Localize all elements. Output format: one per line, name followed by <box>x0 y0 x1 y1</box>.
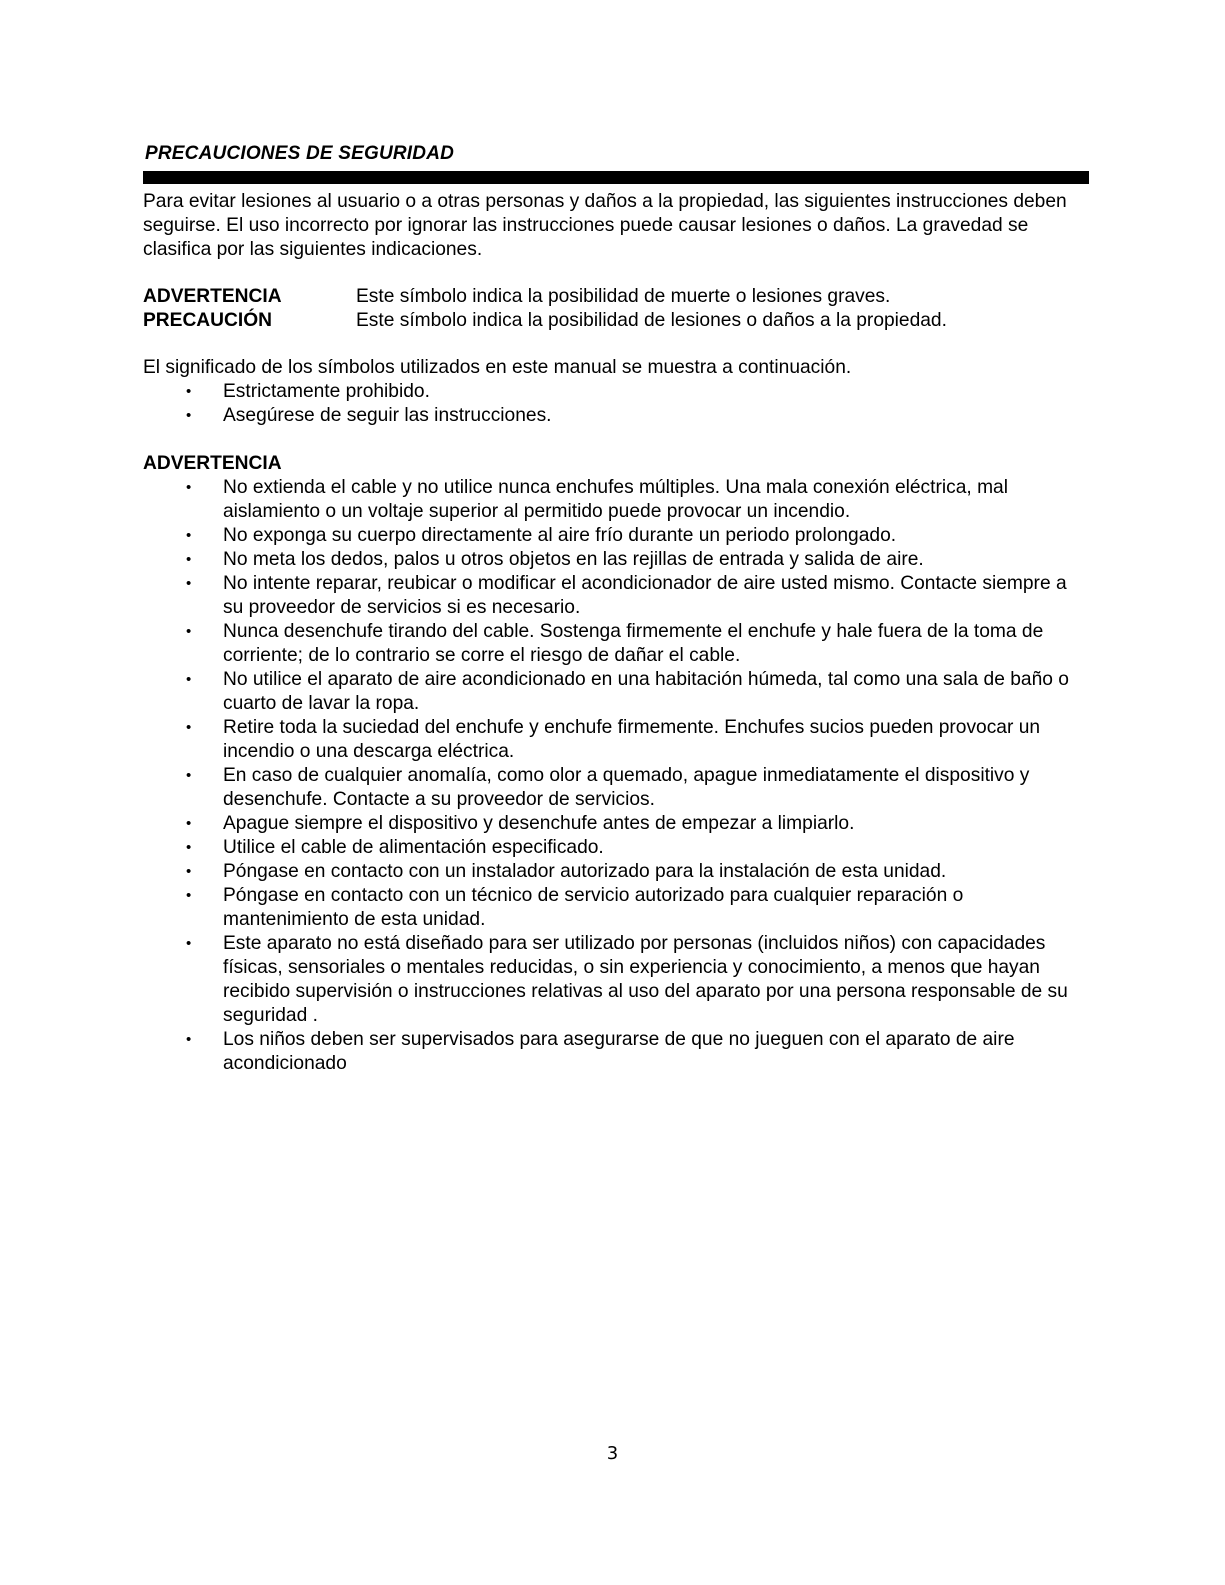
list-item <box>143 476 1073 524</box>
symbols-intro: El significado de los símbolos utilizados en este manual se muestra a continuación. <box>143 357 852 378</box>
list-item-text: En caso de cualquier anomalía, como olor a quemado, apague inmediatamente el dispositivo y desenchufe. Contacte a su proveedor de servicios. <box>223 765 1030 810</box>
bullet-icon: • <box>186 527 192 544</box>
list-item <box>143 812 1073 836</box>
bullet-icon: • <box>186 887 192 904</box>
list-item <box>143 620 1073 668</box>
warning-list <box>143 476 1073 1076</box>
list-item-text: Asegúrese de seguir las instrucciones. <box>223 405 552 426</box>
bullet-icon: • <box>186 383 192 400</box>
severity-term: ADVERTENCIA <box>143 286 282 307</box>
severity-levels <box>143 285 1073 333</box>
list-item <box>143 548 1073 572</box>
list-item-text: No extienda el cable y no utilice nunca enchufes múltiples. Una mala conexión eléctrica, mal aislamiento o un voltaje superior al permitido puede provocar un incendio. <box>223 477 1008 522</box>
severity-level-warning <box>143 285 1073 309</box>
intro-paragraph: Para evitar lesiones al usuario o a otras personas y daños a la propiedad, las siguientes instrucciones deben seguirse. El uso incorrecto por ignorar las instrucciones puede causar lesiones o daños. La gravedad se clasifica por las siguientes indicaciones. <box>143 191 1067 260</box>
severity-term: PRECAUCIÓN <box>143 310 272 331</box>
list-item <box>143 764 1073 812</box>
list-item <box>143 668 1073 716</box>
severity-description: Este símbolo indica la posibilidad de lesiones o daños a la propiedad. <box>356 310 947 331</box>
list-item-text: Nunca desenchufe tirando del cable. Sostenga firmemente el enchufe y hale fuera de la toma de corriente; de lo contrario se corre el riesgo de dañar el cable. <box>223 621 1044 666</box>
title-rule <box>143 171 1089 184</box>
list-item <box>143 836 1073 860</box>
list-item <box>143 884 1073 932</box>
list-item <box>143 860 1073 884</box>
document-body <box>143 190 1073 1076</box>
bullet-icon: • <box>186 671 192 688</box>
bullet-icon: • <box>186 815 192 832</box>
list-item-text: Póngase en contacto con un técnico de servicio autorizado para cualquier reparación o mantenimiento de esta unidad. <box>223 885 964 930</box>
warning-heading: ADVERTENCIA <box>143 453 282 474</box>
symbols-list <box>143 380 1073 428</box>
severity-level-caution <box>143 309 1073 333</box>
list-item-text: No utilice el aparato de aire acondicionado en una habitación húmeda, tal como una sala de baño o cuarto de lavar la ropa. <box>223 669 1069 714</box>
bullet-icon: • <box>186 479 192 496</box>
list-item <box>143 1028 1073 1076</box>
section-title: PRECAUCIONES DE SEGURIDAD <box>145 143 455 164</box>
bullet-icon: • <box>186 935 192 952</box>
list-item <box>143 932 1073 1028</box>
bullet-icon: • <box>186 551 192 568</box>
bullet-icon: • <box>186 863 192 880</box>
bullet-icon: • <box>186 839 192 856</box>
list-item-text: Retire toda la suciedad del enchufe y enchufe firmemente. Enchufes sucios pueden provocar un incendio o una descarga eléctrica. <box>223 717 1041 762</box>
bullet-icon: • <box>186 1031 192 1048</box>
list-item-text: Estrictamente prohibido. <box>223 381 430 402</box>
list-item-text: Póngase en contacto con un instalador autorizado para la instalación de esta unidad. <box>223 861 947 882</box>
list-item <box>143 380 1073 404</box>
list-item <box>143 716 1073 764</box>
list-item-text: Los niños deben ser supervisados para asegurarse de que no jueguen con el aparato de aire acondicionado <box>223 1029 1015 1074</box>
list-item <box>143 524 1073 548</box>
list-item <box>143 572 1073 620</box>
bullet-icon: • <box>186 719 192 736</box>
bullet-icon: • <box>186 623 192 640</box>
list-item-text: No exponga su cuerpo directamente al aire frío durante un periodo prolongado. <box>223 525 897 546</box>
list-item <box>143 404 1073 428</box>
list-item-text: No meta los dedos, palos u otros objetos en las rejillas de entrada y salida de aire. <box>223 549 924 570</box>
severity-description: Este símbolo indica la posibilidad de muerte o lesiones graves. <box>356 286 891 307</box>
list-item-text: Este aparato no está diseñado para ser utilizado por personas (incluidos niños) con capacidades físicas, sensoriales o mentales reducidas, o sin experiencia y conocimiento, a menos que hayan recibido supervisión o instrucciones relativas al uso del aparato por una persona responsable de su seguridad . <box>223 933 1068 1026</box>
bullet-icon: • <box>186 407 192 424</box>
bullet-icon: • <box>186 575 192 592</box>
list-item-text: No intente reparar, reubicar o modificar el acondicionador de aire usted mismo. Contacte siempre a su proveedor de servicios si es necesario. <box>223 573 1067 618</box>
page-number: 3 <box>606 1443 619 1464</box>
bullet-icon: • <box>186 767 192 784</box>
list-item-text: Apague siempre el dispositivo y desenchufe antes de empezar a limpiarlo. <box>223 813 855 834</box>
list-item-text: Utilice el cable de alimentación especificado. <box>223 837 604 858</box>
